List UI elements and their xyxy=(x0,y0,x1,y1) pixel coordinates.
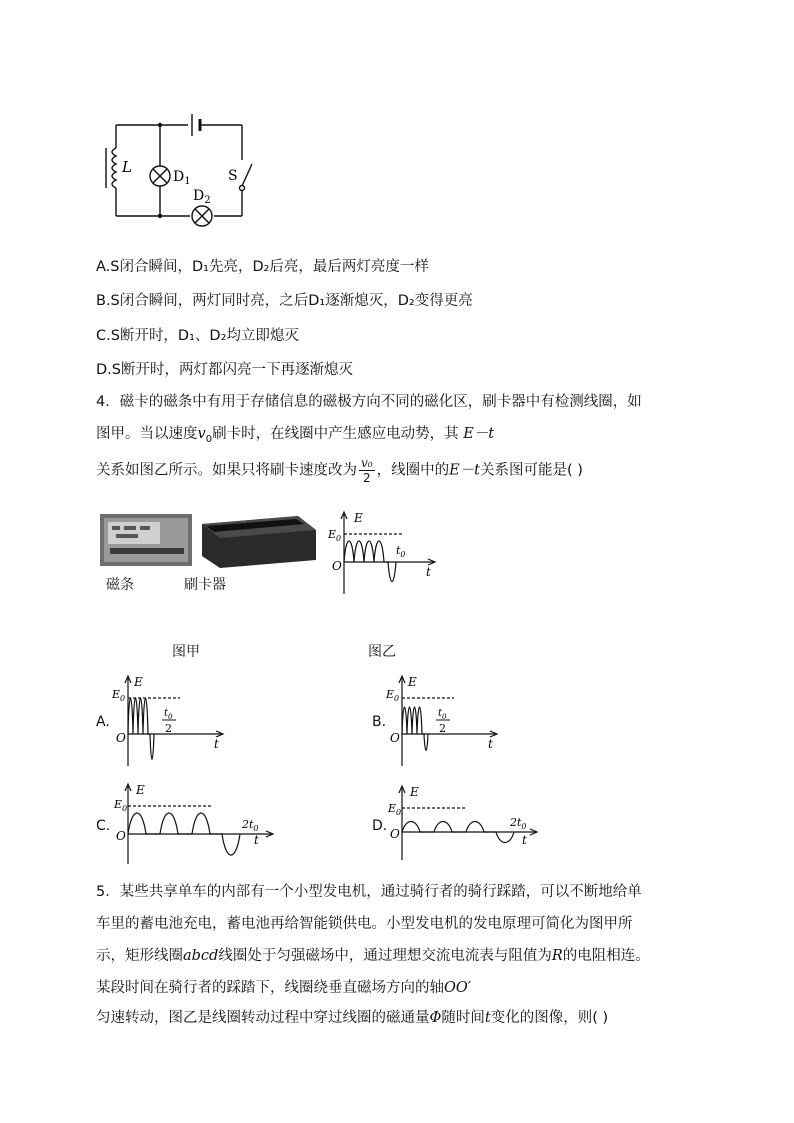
inductor-label: L xyxy=(122,158,132,176)
q4-option-b-label: B. xyxy=(372,714,387,730)
graph-yi-origin: O xyxy=(332,559,342,573)
q4-option-d-label: D. xyxy=(372,818,388,834)
q4-line-1: 4．磁卡的磁条中有用于存储信息的磁极方向不同的磁化区，刷卡器中有检测线圈，如 xyxy=(96,394,642,410)
graph-b-half: 2 xyxy=(439,722,446,735)
graph-a-half: 2 xyxy=(165,722,172,735)
q5-line-1: 5．某些共享单车的内部有一个小型发电机，通过骑行者的骑行踩踏，可以不断地给单 xyxy=(96,884,642,900)
graph-b-e0: $E_0$ xyxy=(386,688,400,703)
graph-c-axis-e: E xyxy=(136,783,145,797)
q4-option-c-label: C. xyxy=(96,818,111,834)
q4-line-2: 图甲。当以速度$v_0$刷卡时，在线圈中产生感应电动势，其 E－t xyxy=(96,426,495,445)
graph-yi xyxy=(322,508,442,600)
graph-a-axis-e: E xyxy=(134,675,143,689)
graph-b-axis-e: E xyxy=(408,675,417,689)
graph-option-a xyxy=(110,672,230,772)
graph-option-d xyxy=(386,782,546,862)
graph-yi-t0: $t_0$ xyxy=(396,544,406,559)
circuit-diagram xyxy=(96,108,256,233)
graph-yi-axis-t: t xyxy=(426,565,431,579)
caption-fig-jia: 图甲 xyxy=(172,644,200,660)
graph-d-axis-e: E xyxy=(410,785,419,799)
q3-option-c: C.S断开时，D₁、D₂均立即熄灭 xyxy=(96,328,299,344)
graph-option-c xyxy=(112,780,282,868)
graph-a-origin: O xyxy=(116,731,126,745)
graph-b-axis-t: t xyxy=(488,737,493,751)
graph-c-origin: O xyxy=(116,829,126,843)
switch-label: S xyxy=(228,168,238,184)
graph-yi-e0: $E_0$ xyxy=(328,528,342,543)
graph-d-e0: $E_0$ xyxy=(388,802,402,817)
graph-b-origin: O xyxy=(390,731,400,745)
graph-option-b xyxy=(384,672,504,772)
photo-label-card: 磁条 xyxy=(106,577,134,593)
graph-a-e0: $E_0$ xyxy=(112,688,126,703)
q4-line-3: 关系如图乙所示。如果只将刷卡速度改为 $\frac{\text{v₀}}{2}$ ，线圈中的E－t关系图可能是( ) xyxy=(96,456,583,485)
graph-b-t0: $t_0$ xyxy=(438,708,447,721)
speed-fraction: $\frac{\text{v₀}}{2}$ xyxy=(361,456,373,485)
q3-option-b: B.S闭合瞬间，两灯同时亮，之后D₁逐渐熄灭，D₂变得更亮 xyxy=(96,293,473,309)
q5-line-4: 某段时间在骑行者的踩踏下，线圈绕垂直磁场方向的轴OO′ xyxy=(96,980,472,996)
graph-d-origin: O xyxy=(390,827,400,841)
graph-a-t0: $t_0$ xyxy=(164,708,173,721)
photo-label-reader: 刷卡器 xyxy=(184,577,226,593)
q5-line-3: 示，矩形线圈abcd线圈处于匀强磁场中，通过理想交流电流表与阻值为R的电阻相连。 xyxy=(96,948,650,964)
q5-line-5: 匀速转动，图乙是线圈转动过程中穿过线圈的磁通量Φ随时间t变化的图像，则( ) xyxy=(96,1010,609,1026)
lamp-d2-label: $D_2$ xyxy=(193,188,211,206)
lamp-d1-label: $D_1$ xyxy=(173,169,191,187)
graph-d-2t0: $2t_0$ xyxy=(510,816,527,831)
caption-fig-yi: 图乙 xyxy=(368,644,396,660)
graph-c-2t0: $2t_0$ xyxy=(242,818,259,833)
graph-yi-axis-e: E xyxy=(354,511,363,525)
graph-c-axis-t: t xyxy=(254,833,259,847)
q4-option-a-label: A. xyxy=(96,714,110,730)
graph-d-axis-t: t xyxy=(522,833,527,847)
q3-option-d: D.S断开时，两灯都闪亮一下再逐渐熄灭 xyxy=(96,362,353,378)
q5-line-2: 车里的蓄电池充电，蓄电池再给智能锁供电。小型发电机的发电原理可简化为图甲所 xyxy=(96,916,633,932)
graph-a-axis-t: t xyxy=(214,737,219,751)
graph-c-e0: $E_0$ xyxy=(114,798,128,813)
q3-option-a: A.S闭合瞬间，D₁先亮，D₂后亮，最后两灯亮度一样 xyxy=(96,259,429,275)
